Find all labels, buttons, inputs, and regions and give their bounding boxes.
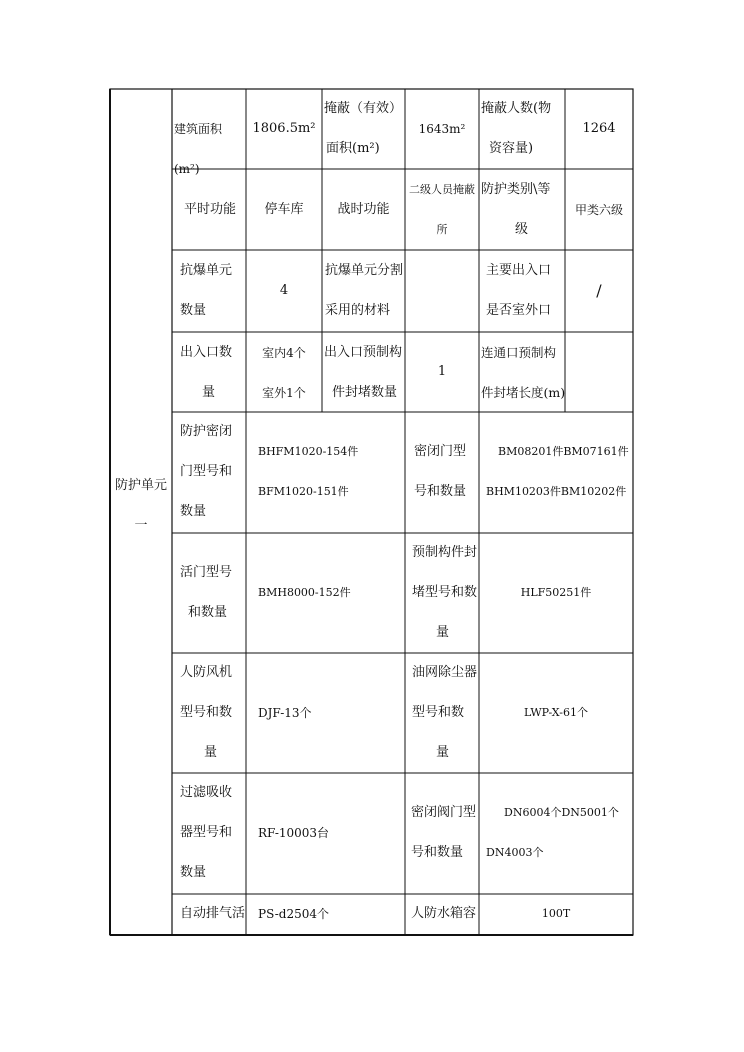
auto-exhaust-value-text: PS-d2504个 — [258, 907, 330, 921]
entrance-plug-count-value-text: 1 — [437, 364, 447, 379]
oil-filter-value — [479, 693, 633, 733]
connector-plug-length-label-line: 件封堵长度(m) — [481, 385, 566, 400]
entrance-plug-count-value — [405, 352, 479, 392]
airtight-door-label-line: 号和数量 — [414, 484, 467, 499]
shelter-capacity-label-line: 掩蔽人数(物 — [481, 101, 552, 116]
filter-absorber-value — [258, 813, 405, 853]
fan-label-line: 型号和数 — [180, 705, 233, 720]
fan-value-text: DJF-13个 — [258, 706, 312, 720]
filter-absorber-label-line: 数量 — [180, 865, 207, 880]
blast-door-value-line: BFM1020-151件 — [258, 485, 349, 498]
blast-door-label-line: 防护密闭 — [180, 424, 233, 439]
precast-plug-value — [479, 573, 633, 613]
shelter-capacity-label — [481, 89, 565, 169]
airtight-valve-label — [411, 793, 479, 873]
blast-partition-material-label — [325, 251, 405, 331]
shelter-capacity-value — [565, 109, 633, 149]
entrance-count-value — [246, 333, 322, 413]
main-entrance-outdoor-label-line: 主要出入口 — [486, 263, 552, 278]
shelter-area-value-text: 1643m² — [418, 122, 466, 136]
oil-filter-value-text: LWP-X-61个 — [524, 706, 588, 719]
unit-name-line: 一 — [134, 518, 148, 533]
airtight-door-value-line: BM08201件BM07161件 — [498, 445, 629, 458]
unit-name-line: 防护单元 — [114, 478, 167, 493]
protection-class-value-text: 甲类六级 — [574, 203, 623, 217]
shelter-capacity-label-line: 资容量) — [489, 141, 534, 156]
airtight-door-value-line: BHM10203件BM10202件 — [486, 485, 627, 498]
peacetime-function-label — [174, 190, 246, 230]
oil-filter-label-line: 油网除尘器 — [412, 665, 478, 680]
building-area-value-text: 1806.5m² — [252, 121, 316, 136]
oil-filter-label — [412, 653, 479, 773]
protection-class-value — [565, 190, 633, 230]
wartime-function-value-line: 所 — [436, 223, 448, 236]
water-tank-label-text: 人防水箱容 — [411, 906, 477, 921]
filter-absorber-label-line: 过滤吸收 — [180, 785, 233, 800]
entrance-count-label — [180, 333, 246, 413]
shelter-area-label-line: 掩蔽（有效） — [324, 101, 403, 116]
blast-unit-count-label — [180, 251, 246, 331]
unit-name-cell — [110, 466, 172, 546]
entrance-plug-count-label — [324, 333, 405, 413]
building-area-label-text: 建筑面积(m²) — [174, 122, 223, 176]
auto-exhaust-label-text: 自动排气活 — [180, 906, 246, 921]
peacetime-function-value — [246, 190, 322, 230]
entrance-plug-count-label-line: 件封堵数量 — [332, 385, 398, 400]
entrance-count-value-line: 室内4个 — [262, 346, 306, 360]
entrance-count-label-line: 量 — [202, 385, 216, 400]
blast-door-value-line: BHFM1020-154件 — [258, 445, 359, 458]
auto-exhaust-label — [180, 894, 246, 934]
wartime-function-label-text: 战时功能 — [337, 202, 390, 217]
precast-plug-value-text: HLF50251件 — [520, 586, 592, 599]
airtight-valve-value-line: DN4003个 — [486, 846, 544, 859]
water-tank-label — [411, 894, 479, 934]
fan-value — [258, 693, 405, 733]
main-entrance-outdoor-label-line: 是否室外口 — [486, 303, 552, 318]
blast-partition-material-label-line: 采用的材料 — [325, 303, 391, 318]
water-tank-value — [479, 894, 633, 934]
wartime-function-label — [322, 190, 405, 230]
valve-door-label-line: 活门型号 — [180, 565, 233, 580]
precast-plug-label-line: 堵型号和数 — [412, 585, 478, 600]
valve-door-label — [180, 553, 246, 633]
fan-label — [180, 653, 246, 773]
filter-absorber-value-text: RF-10003台 — [258, 826, 330, 840]
airtight-door-label-line: 密闭门型 — [414, 444, 467, 459]
airtight-door-label — [414, 432, 479, 512]
blast-unit-count-value-text: 4 — [279, 283, 289, 298]
entrance-plug-count-label-line: 出入口预制构 — [324, 345, 403, 360]
blast-door-value — [258, 432, 405, 512]
blast-door-label-line: 门型号和 — [180, 464, 233, 479]
wartime-function-value — [405, 170, 479, 250]
airtight-valve-value — [486, 793, 633, 873]
valve-door-value — [258, 573, 405, 613]
peacetime-function-value-text: 停车库 — [264, 202, 304, 217]
protection-class-label-line: 防护类别\等 — [481, 182, 551, 197]
connector-plug-length-label-line: 连通口预制构 — [481, 345, 557, 360]
fan-label-line: 人防风机 — [180, 665, 233, 680]
connector-plug-length-label — [481, 333, 565, 413]
blast-partition-material-label-line: 抗爆单元分割 — [325, 263, 404, 278]
airtight-valve-label-line: 密闭阀门型 — [411, 805, 477, 820]
blast-unit-count-label-line: 数量 — [180, 303, 207, 318]
entrance-count-label-line: 出入口数 — [180, 345, 233, 360]
airtight-door-value — [486, 432, 633, 512]
blast-door-label-line: 数量 — [180, 504, 207, 519]
water-tank-value-text: 100T — [541, 907, 571, 920]
main-entrance-outdoor-label — [486, 251, 565, 331]
auto-exhaust-value — [258, 894, 405, 934]
protection-class-label — [481, 170, 565, 250]
valve-door-value-text: BMH8000-152件 — [258, 586, 351, 599]
shelter-area-label — [324, 89, 404, 169]
fan-label-line: 量 — [204, 745, 218, 760]
blast-unit-count-label-line: 抗爆单元 — [180, 263, 233, 278]
shelter-area-value — [405, 109, 479, 149]
airtight-valve-label-line: 号和数量 — [411, 845, 464, 860]
shelter-area-label-line: 面积(m²) — [326, 141, 380, 156]
precast-plug-label — [412, 533, 479, 653]
oil-filter-label-line: 型号和数 — [412, 705, 465, 720]
precast-plug-label-line: 预制构件封 — [412, 545, 478, 560]
precast-plug-label-line: 量 — [436, 625, 450, 640]
blast-unit-count-value — [246, 271, 322, 311]
building-area-label — [174, 109, 246, 189]
peacetime-function-label-text: 平时功能 — [183, 202, 236, 217]
main-entrance-outdoor-value — [565, 271, 633, 311]
entrance-count-value-line: 室外1个 — [262, 386, 306, 400]
blast-door-label — [180, 412, 246, 532]
airtight-valve-value-line: DN6004个DN5001个 — [504, 806, 619, 819]
main-entrance-outdoor-value-text: / — [596, 281, 602, 300]
filter-absorber-label-line: 器型号和 — [180, 825, 233, 840]
valve-door-label-line: 和数量 — [188, 605, 228, 620]
wartime-function-value-line: 二级人员掩蔽 — [409, 183, 475, 196]
oil-filter-label-line: 量 — [436, 745, 450, 760]
shelter-capacity-value-text: 1264 — [582, 121, 616, 136]
protection-class-label-line: 级 — [515, 222, 529, 237]
filter-absorber-label — [180, 773, 246, 893]
building-area-value — [246, 109, 322, 149]
